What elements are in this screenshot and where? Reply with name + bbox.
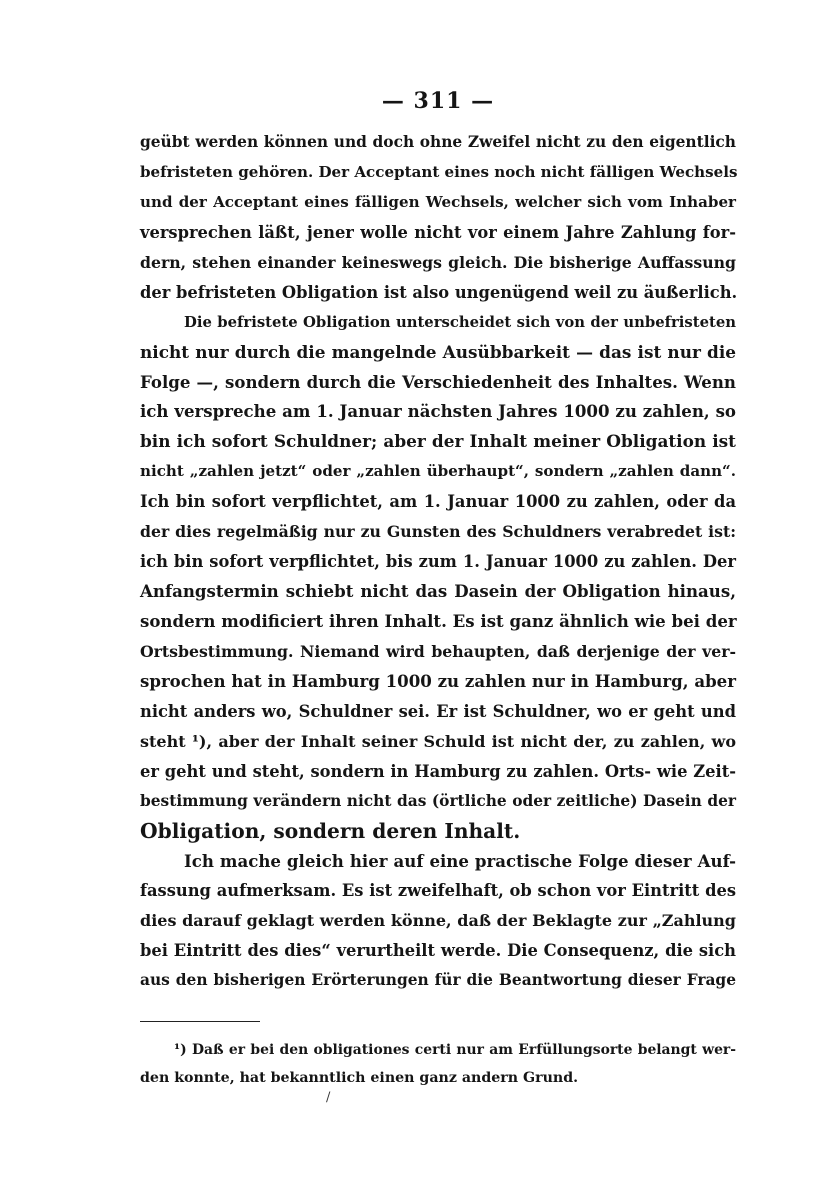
text-line: Anfangstermin schiebt nicht das Dasein der Obligation hinaus, xyxy=(140,581,736,602)
text-line: ich verspreche am 1. Januar nächsten Jahres 1000 zu zahlen, so xyxy=(140,401,736,422)
text-line: der befristeten Obligation ist also ungenügend weil zu äußerlich. xyxy=(140,282,738,302)
text-line: der dies regelmäßig nur zu Gunsten des Schuldners verabredet ist: xyxy=(140,522,736,542)
text-line: fassung aufmerksam. Es ist zweifelhaft, ob schon vor Eintritt des xyxy=(140,881,736,901)
text-line: sondern modificiert ihren Inhalt. Es ist ganz ähnlich wie bei der xyxy=(140,611,737,631)
text-line: dern, stehen einander keineswegs gleich. Die bisherige Auffassung xyxy=(140,252,736,272)
text-line: ich bin sofort verpflichtet, bis zum 1. Januar 1000 zu zahlen. Der xyxy=(140,552,736,572)
text-line: Obligation, sondern deren Inhalt. xyxy=(140,818,521,843)
text-line: bestimmung verändern nicht das (örtliche oder zeitliche) Dasein der xyxy=(140,791,736,810)
footnote-line: ¹) Daß er bei den obligationes certi nur am Erfüllungsorte belangt wer- xyxy=(174,1042,736,1058)
footnote-line: den konnte, hat bekanntlich einen ganz andern Grund. xyxy=(140,1070,579,1086)
text-line: Folge —, sondern durch die Verschiedenheit des Inhaltes. Wenn xyxy=(140,371,736,392)
text-line: bin ich sofort Schuldner; aber der Inhalt meiner Obligation ist xyxy=(140,431,736,452)
text-line: bei Eintritt des dies“ verurtheilt werde. Die Consequenz, die sich xyxy=(140,941,736,961)
text-line: er geht und steht, sondern in Hamburg zu zahlen. Orts- wie Zeit- xyxy=(140,761,736,781)
text-line: dies darauf geklagt werden könne, daß der Beklagte zur „Zahlung xyxy=(140,911,736,931)
text-line: geübt werden können und doch ohne Zweifel nicht zu den eigentlich xyxy=(140,133,736,151)
text-line: nicht anders wo, Schuldner sei. Er ist Schuldner, wo er geht und xyxy=(140,701,736,721)
text-line: Ich bin sofort verpflichtet, am 1. Januar 1000 zu zahlen, oder da xyxy=(140,492,736,512)
footnote-separator xyxy=(140,1021,260,1022)
text-line: sprochen hat in Hamburg 1000 zu zahlen nur in Hamburg, aber xyxy=(140,670,736,691)
body-text xyxy=(140,128,736,996)
page-number-header: — 311 — xyxy=(381,88,495,114)
stray-mark: / xyxy=(326,1090,331,1105)
text-line: nicht nur durch die mangelnde Ausübbarkeit — das ist nur die xyxy=(140,341,736,362)
text-line: aus den bisherigen Erörterungen für die Beantwortung dieser Frage xyxy=(140,971,736,990)
text-line: nicht „zahlen jetzt“ oder „zahlen überhaupt“, sondern „zahlen dann“. xyxy=(140,462,736,481)
footnotes xyxy=(140,1036,736,1092)
paragraph-start-line: Die befristete Obligation unterscheidet sich von der unbefristeten xyxy=(184,313,736,331)
text-line: befristeten gehören. Der Acceptant eines noch nicht fälligen Wechsels xyxy=(140,162,738,181)
text-line: steht ¹), aber der Inhalt seiner Schuld ist nicht der, zu zahlen, wo xyxy=(140,731,736,751)
text-line: und der Acceptant eines fälligen Wechsels, welcher sich vom Inhaber xyxy=(140,192,736,211)
text-line: Ortsbestimmung. Niemand wird behaupten, daß derjenige der ver- xyxy=(140,641,736,661)
text-line: versprechen läßt, jener wolle nicht vor einem Jahre Zahlung for- xyxy=(140,222,736,242)
paragraph-start-line: Ich mache gleich hier auf eine practische Folge dieser Auf- xyxy=(184,850,736,871)
